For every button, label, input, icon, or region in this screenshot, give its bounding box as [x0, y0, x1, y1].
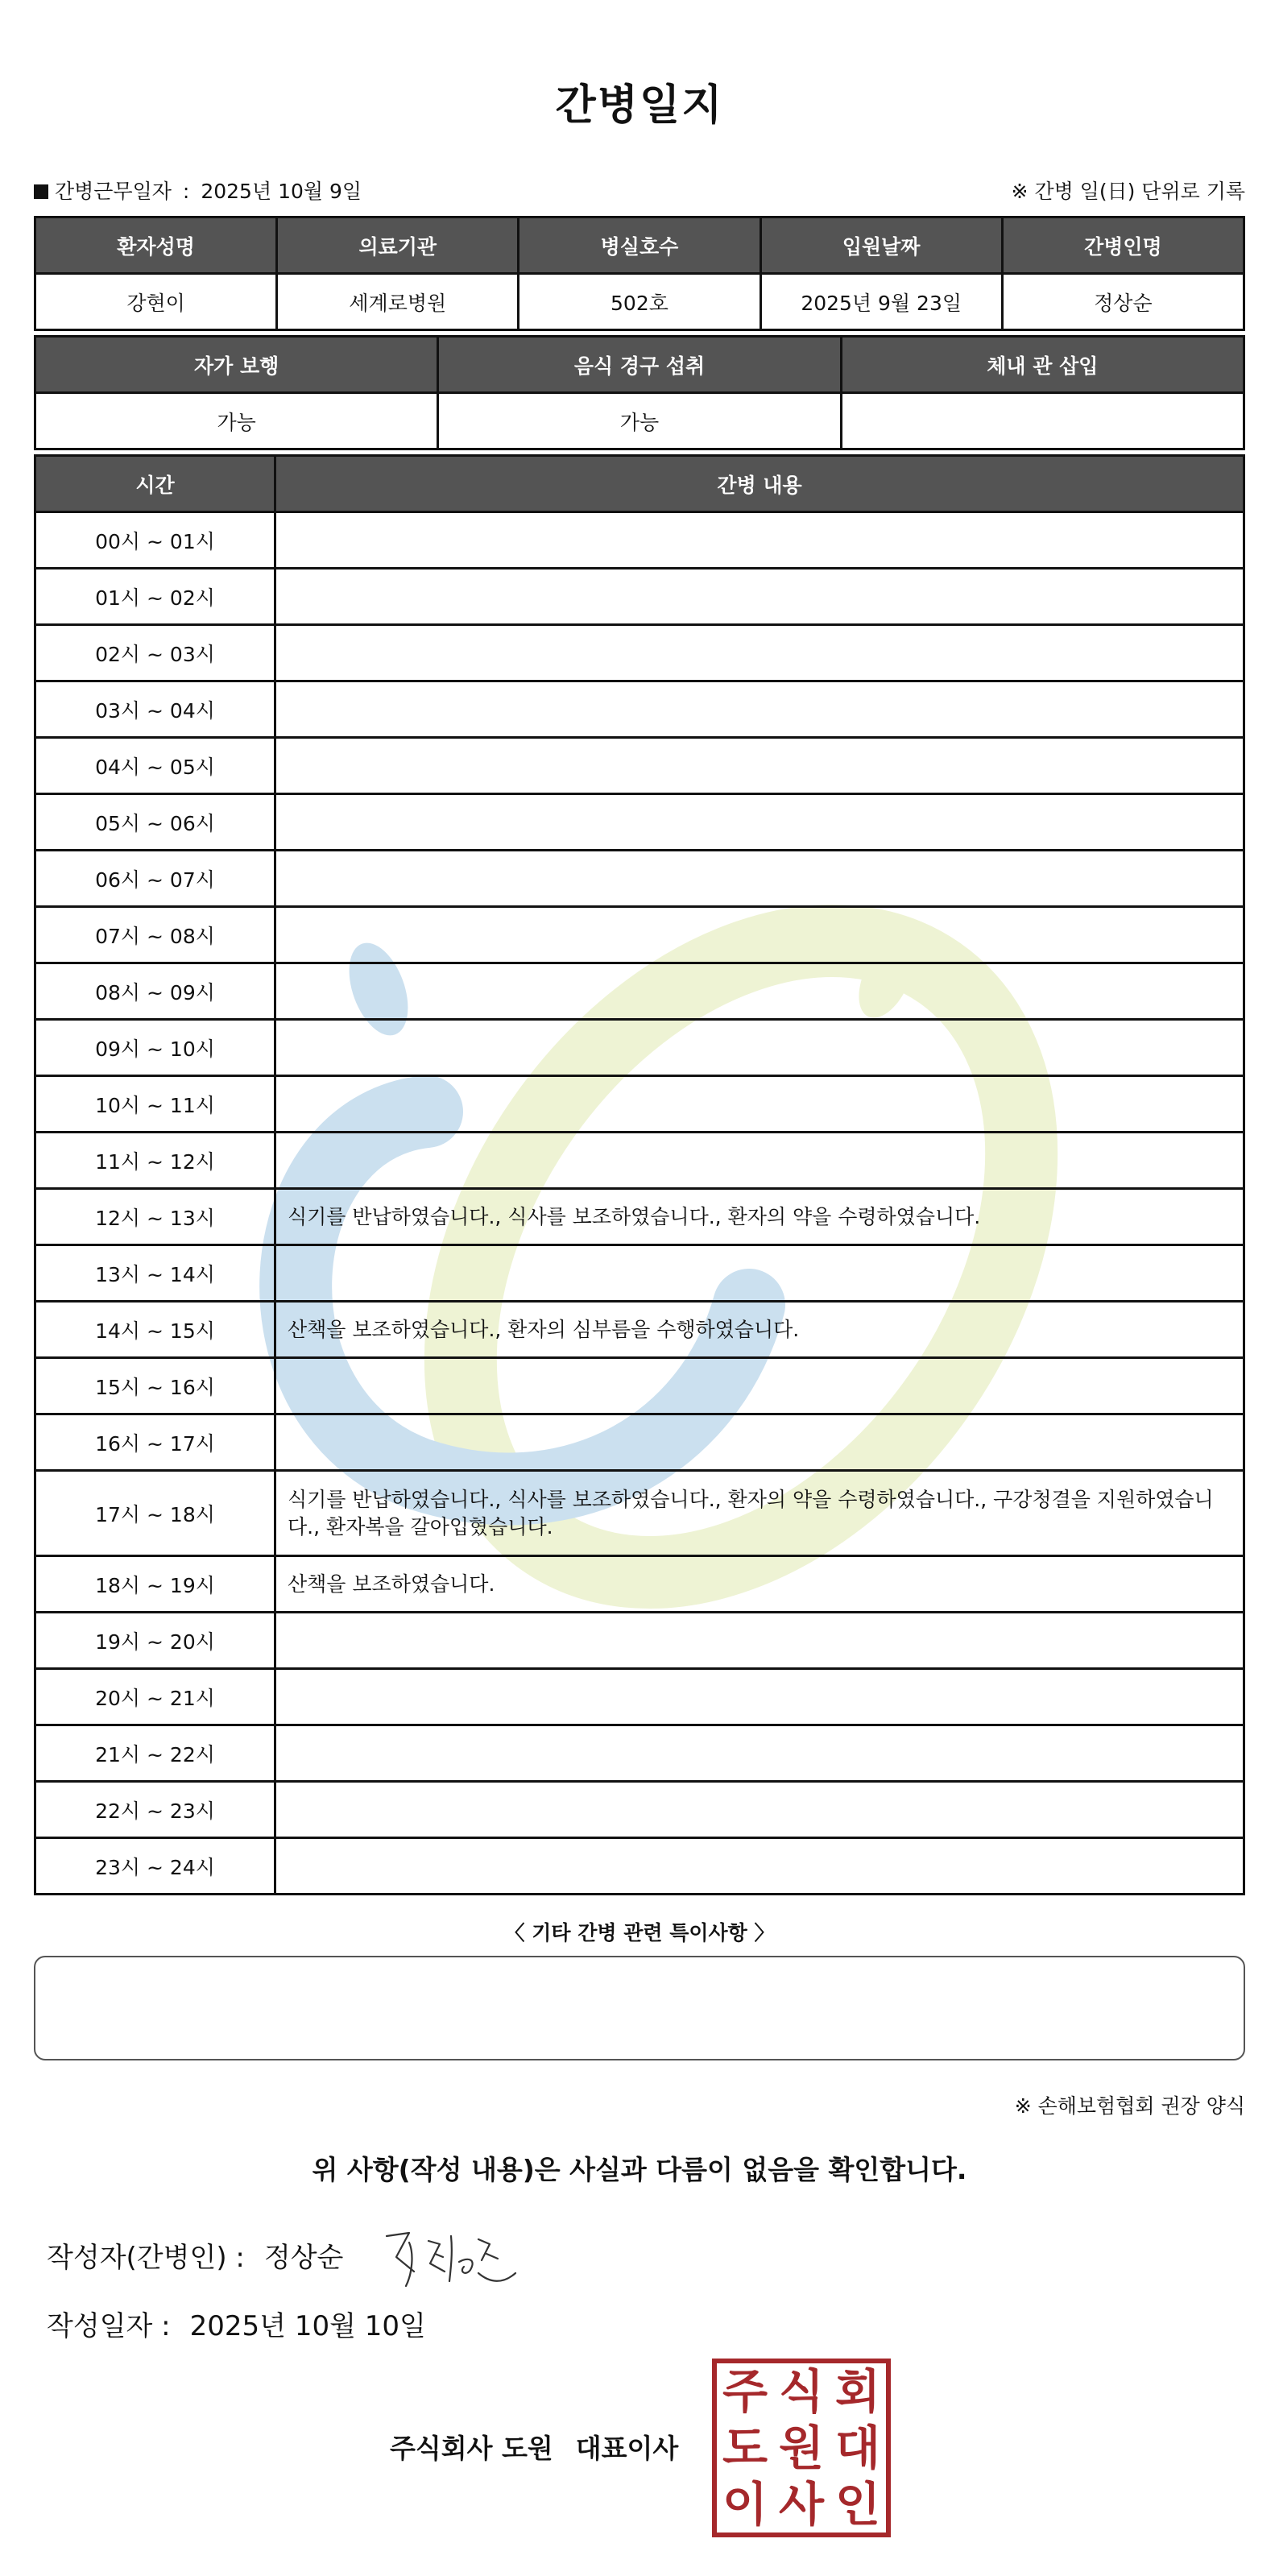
time-slot: 01시 ~ 02시 — [35, 569, 275, 625]
writer-name: 정상순 — [263, 2242, 344, 2274]
patient-status-table — [34, 335, 1245, 450]
time-slot: 22시 ~ 23시 — [35, 1782, 275, 1838]
table-row — [35, 1076, 1244, 1133]
patient-info-header-row — [35, 217, 1244, 274]
seal-char: 인 — [834, 2477, 881, 2532]
time-slot: 17시 ~ 18시 — [35, 1471, 275, 1556]
care-content — [275, 1245, 1244, 1302]
status-value-row — [35, 393, 1244, 449]
seal-char: 주 — [722, 2364, 768, 2419]
header-self-walking: 자가 보행 — [35, 337, 438, 393]
seal-char: 회 — [834, 2364, 881, 2419]
caregiver-name-value: 정상순 — [1002, 274, 1244, 330]
time-slot: 05시 ~ 06시 — [35, 794, 275, 851]
patient-info-value-row — [35, 274, 1244, 330]
care-content: 산책을 보조하였습니다. — [275, 1556, 1244, 1613]
time-slot: 02시 ~ 03시 — [35, 625, 275, 681]
care-content — [275, 1076, 1244, 1133]
table-row — [35, 1838, 1244, 1895]
header-room-number: 병실호수 — [519, 217, 760, 274]
care-content — [275, 569, 1244, 625]
confirmation-statement: 위 사항(작성 내용)은 사실과 다름이 없음을 확인합니다. — [312, 2154, 967, 2185]
care-content — [275, 1725, 1244, 1782]
company-title: 대표이사 — [575, 2433, 679, 2464]
remarks-box — [34, 1956, 1245, 2060]
care-content — [275, 738, 1244, 794]
table-row — [35, 907, 1244, 963]
table-row — [35, 1245, 1244, 1302]
care-content: 산책을 보조하였습니다., 환자의 심부름을 수행하였습니다. — [275, 1302, 1244, 1358]
care-content — [275, 512, 1244, 569]
writer-line — [47, 2235, 343, 2275]
care-content — [275, 1782, 1244, 1838]
care-content — [275, 1414, 1244, 1471]
hospital-value: 세계로병원 — [277, 274, 519, 330]
care-log-header-row — [35, 456, 1244, 512]
care-content — [275, 1020, 1244, 1076]
table-row — [35, 794, 1244, 851]
oral-intake-value: 가능 — [438, 393, 841, 449]
time-slot: 19시 ~ 20시 — [35, 1613, 275, 1669]
time-slot: 08시 ~ 09시 — [35, 963, 275, 1020]
table-row — [35, 1471, 1244, 1556]
table-row — [35, 1669, 1244, 1725]
time-slot: 12시 ~ 13시 — [35, 1189, 275, 1245]
unit-note: ※ 간병 일(日) 단위로 기록 — [1011, 180, 1245, 203]
header-hospital: 의료기관 — [277, 217, 519, 274]
time-slot: 09시 ~ 10시 — [35, 1020, 275, 1076]
seal-char: 이 — [722, 2477, 768, 2532]
company-line — [390, 2428, 678, 2466]
time-slot: 20시 ~ 21시 — [35, 1669, 275, 1725]
square-bullet-icon — [34, 184, 48, 199]
care-content — [275, 1613, 1244, 1669]
room-number-value: 502호 — [519, 274, 760, 330]
care-content — [275, 851, 1244, 907]
work-date-value: 2025년 10월 9일 — [201, 180, 362, 203]
time-slot: 21시 ~ 22시 — [35, 1725, 275, 1782]
care-content: 식기를 반납하였습니다., 식사를 보조하였습니다., 환자의 약을 수령하였습니다., 구강청결을 지원하였습니다., 환자복을 갈아입혔습니다. — [275, 1471, 1244, 1556]
tube-insertion-value — [841, 393, 1244, 449]
table-row — [35, 1414, 1244, 1471]
self-walking-value: 가능 — [35, 393, 438, 449]
seal-char: 식 — [778, 2364, 825, 2419]
header-admission-date: 입원날짜 — [760, 217, 1002, 274]
table-row — [35, 681, 1244, 738]
time-slot: 18시 ~ 19시 — [35, 1556, 275, 1613]
care-content — [275, 681, 1244, 738]
admission-date-value: 2025년 9월 23일 — [760, 274, 1002, 330]
care-log-table — [34, 454, 1245, 1895]
header-time: 시간 — [35, 456, 275, 512]
header-oral-intake: 음식 경구 섭취 — [438, 337, 841, 393]
written-date-line — [47, 2304, 426, 2343]
table-row — [35, 1725, 1244, 1782]
time-slot: 23시 ~ 24시 — [35, 1838, 275, 1895]
company-seal-stamp — [712, 2359, 891, 2537]
header-caregiver-name: 간병인명 — [1002, 217, 1244, 274]
handwritten-signature — [382, 2225, 519, 2292]
table-row — [35, 1189, 1244, 1245]
care-content — [275, 794, 1244, 851]
written-date-label: 작성일자 : — [47, 2310, 171, 2342]
time-slot: 07시 ~ 08시 — [35, 907, 275, 963]
care-content — [275, 1838, 1244, 1895]
table-row — [35, 1556, 1244, 1613]
time-slot: 13시 ~ 14시 — [35, 1245, 275, 1302]
care-content — [275, 1133, 1244, 1189]
table-row — [35, 569, 1244, 625]
table-row — [35, 1358, 1244, 1414]
seal-char: 도 — [722, 2421, 768, 2475]
writer-label: 작성자(간병인) : — [47, 2242, 245, 2274]
seal-char: 대 — [834, 2421, 881, 2475]
company-name: 주식회사 도원 — [390, 2433, 553, 2464]
time-slot: 00시 ~ 01시 — [35, 512, 275, 569]
patient-name-value: 강현이 — [35, 274, 277, 330]
care-content — [275, 1358, 1244, 1414]
status-header-row — [35, 337, 1244, 393]
table-row — [35, 1613, 1244, 1669]
table-row — [35, 1782, 1244, 1838]
time-slot: 04시 ~ 05시 — [35, 738, 275, 794]
care-content: 식기를 반납하였습니다., 식사를 보조하였습니다., 환자의 약을 수령하였습니다. — [275, 1189, 1244, 1245]
table-row — [35, 851, 1244, 907]
time-slot: 15시 ~ 16시 — [35, 1358, 275, 1414]
care-content — [275, 625, 1244, 681]
care-content — [275, 963, 1244, 1020]
source-note: ※ 손해보험협회 권장 양식 — [1014, 2094, 1245, 2118]
table-row — [35, 738, 1244, 794]
seal-char: 사 — [778, 2477, 825, 2532]
time-slot: 03시 ~ 04시 — [35, 681, 275, 738]
table-row — [35, 625, 1244, 681]
table-row — [35, 963, 1244, 1020]
table-row — [35, 1020, 1244, 1076]
table-row — [35, 1302, 1244, 1358]
header-care-content: 간병 내용 — [275, 456, 1244, 512]
page-title: 간병일지 — [555, 81, 724, 130]
work-date-line — [34, 176, 362, 205]
time-slot: 16시 ~ 17시 — [35, 1414, 275, 1471]
care-content — [275, 907, 1244, 963]
remarks-title: 〈 기타 간병 관련 특이사항 〉 — [504, 1921, 775, 1944]
header-patient-name: 환자성명 — [35, 217, 277, 274]
work-date-separator: : — [182, 180, 190, 203]
written-date-value: 2025년 10월 10일 — [189, 2310, 426, 2342]
time-slot: 14시 ~ 15시 — [35, 1302, 275, 1358]
header-tube-insertion: 체내 관 삽입 — [841, 337, 1244, 393]
seal-char: 원 — [778, 2421, 825, 2475]
patient-info-table — [34, 216, 1245, 331]
time-slot: 06시 ~ 07시 — [35, 851, 275, 907]
table-row — [35, 1133, 1244, 1189]
work-date-label: 간병근무일자 — [55, 180, 172, 203]
time-slot: 10시 ~ 11시 — [35, 1076, 275, 1133]
care-content — [275, 1669, 1244, 1725]
table-row — [35, 512, 1244, 569]
time-slot: 11시 ~ 12시 — [35, 1133, 275, 1189]
